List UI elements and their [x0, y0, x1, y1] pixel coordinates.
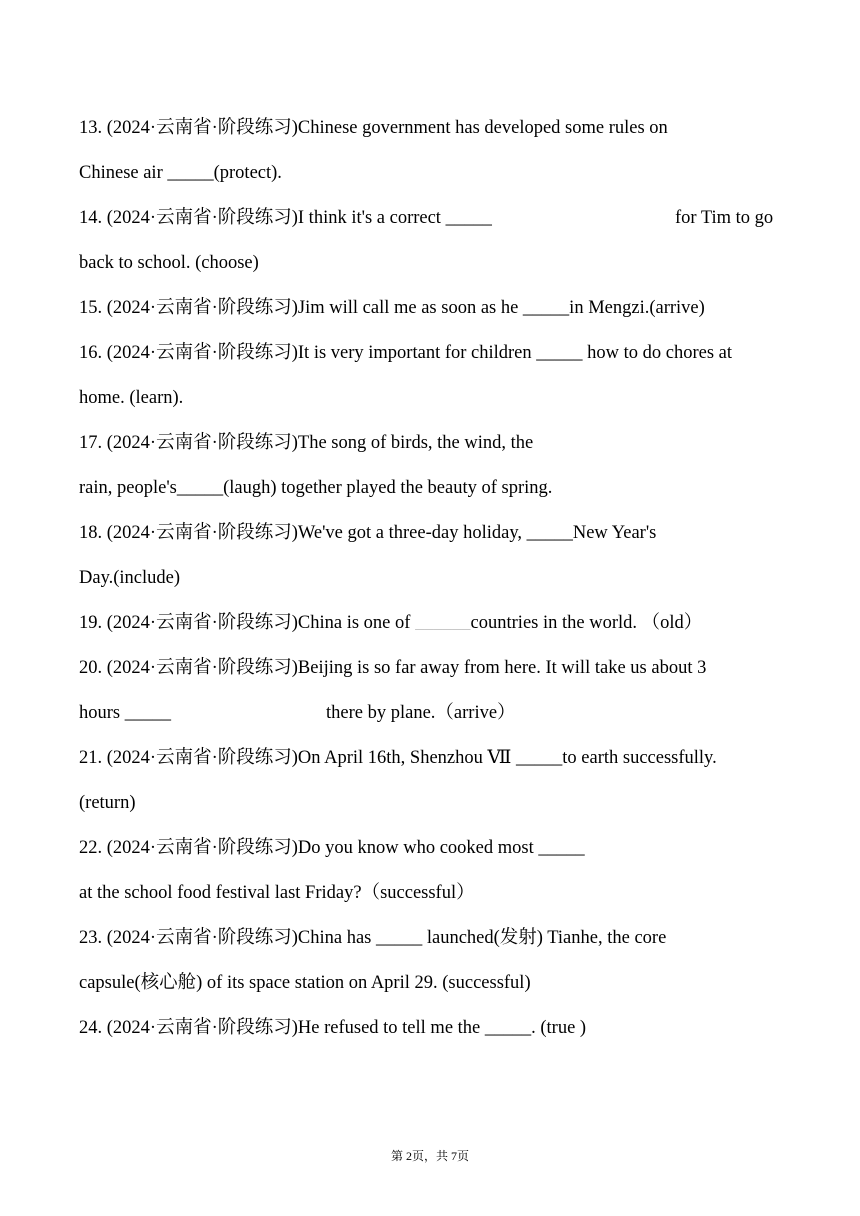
question-24-line-1: 24. (2024·云南省·阶段练习)He refused to tell me the _____. (true )	[79, 1018, 587, 1038]
question-19-text-a: 19. (2024·云南省·阶段练习)China is one of	[79, 613, 416, 633]
question-20-line-1: 20. (2024·云南省·阶段练习)Beijing is so far away from here. It will take us about 3	[79, 658, 707, 678]
question-18-line-1: 18. (2024·云南省·阶段练习)We've got a three-day holiday, _____New Year's	[79, 523, 657, 543]
question-23-line-2: capsule(核心舱) of its space station on April 29. (successful)	[79, 973, 531, 993]
question-22-line-2: at the school food festival last Friday?（successful）	[79, 883, 475, 903]
question-14-line-1b: for Tim to go	[675, 208, 774, 228]
question-16-line-2: home. (learn).	[79, 388, 184, 408]
question-14-line-1a: 14. (2024·云南省·阶段练习)I think it's a correct _____	[79, 208, 492, 228]
question-17-line-1: 17. (2024·云南省·阶段练习)The song of birds, the wind, the	[79, 433, 534, 453]
page-footer: 第 2页，共 7页	[390, 1149, 469, 1163]
question-21-line-2: (return)	[79, 793, 136, 813]
question-13-line-2: Chinese air _____(protect).	[79, 163, 282, 183]
question-21-line-1: 21. (2024·云南省·阶段练习)On April 16th, Shenzhou Ⅶ _____to earth successfully.	[79, 748, 717, 768]
question-16-line-1: 16. (2024·云南省·阶段练习)It is very important for children _____ how to do chores at	[79, 343, 733, 363]
question-14-line-2: back to school. (choose)	[79, 253, 259, 273]
question-22-line-1: 22. (2024·云南省·阶段练习)Do you know who cooked most _____	[79, 838, 585, 858]
question-23-line-1: 23. (2024·云南省·阶段练习)China has _____ launched(发射) Tianhe, the core	[79, 928, 667, 948]
question-13-line-1: 13. (2024·云南省·阶段练习)Chinese government has developed some rules on	[79, 118, 668, 138]
question-19-blank: ______	[415, 613, 471, 633]
question-20-line-2a: hours _____	[79, 703, 171, 723]
question-18-line-2: Day.(include)	[79, 568, 181, 588]
question-20-line-2b: there by plane.（arrive）	[326, 703, 516, 723]
question-15-line-1: 15. (2024·云南省·阶段练习)Jim will call me as soon as he _____in Mengzi.(arrive)	[79, 298, 705, 318]
question-19-text-b: countries in the world. （old）	[470, 613, 703, 633]
question-19-line-1	[79, 611, 702, 635]
question-17-line-2: rain, people's_____(laugh) together played the beauty of spring.	[79, 478, 553, 498]
